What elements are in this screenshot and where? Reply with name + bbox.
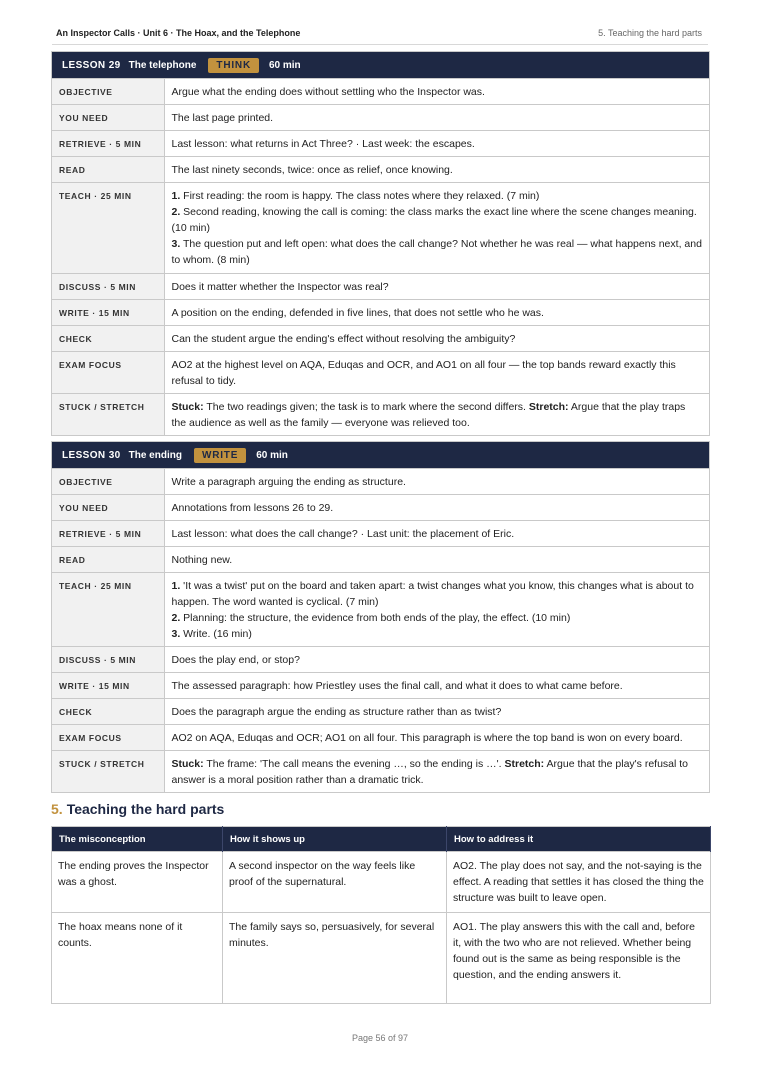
header-rule — [52, 44, 708, 45]
teach-step — [172, 188, 703, 204]
row-retrieve — [52, 521, 709, 547]
symptom-cell: A second inspector on the way feels like proof of the supernatural. — [223, 852, 447, 913]
row-write — [52, 673, 709, 699]
row-key: STUCK / STRETCH — [52, 751, 164, 793]
table-header-row — [52, 827, 711, 852]
step-text: Planning: the structure, the evidence from both ends of the play, the effect. (10 min) — [180, 612, 571, 624]
row-you-need — [52, 105, 709, 131]
row-key: TEACH · 25 MIN — [52, 573, 164, 647]
row-value: The assessed paragraph: how Priestley uses the final call, and what it does to what came before. — [164, 673, 709, 699]
running-header — [56, 28, 702, 42]
step-text: First reading: the room is happy. The class notes where they relaxed. (7 min) — [180, 190, 540, 202]
row-key: CHECK — [52, 699, 164, 725]
section-heading — [51, 801, 224, 817]
step-number: 2. — [171, 206, 181, 218]
row-value: A position on the ending, defended in five lines, that does not settle who he was. — [164, 300, 709, 326]
lesson-header-bar — [52, 442, 709, 468]
row-key: STUCK / STRETCH — [52, 394, 164, 436]
row-key: RETRIEVE · 5 MIN — [52, 521, 164, 547]
column-header: How it shows up — [223, 827, 447, 852]
step-text: The question put and left open: what does the call change? Not whether he was real — what happens next, and to whom. (8 min) — [171, 238, 702, 266]
lesson-header-bar — [52, 52, 709, 78]
teach-step — [172, 626, 703, 642]
misconception-cell: The hoax means none of it counts. — [52, 913, 223, 1004]
row-value: Does the paragraph argue the ending as structure rather than as twist? — [164, 699, 709, 725]
misconceptions-table — [51, 826, 711, 1004]
lesson-plan-table — [52, 78, 709, 435]
teach-step — [172, 578, 703, 610]
row-key: EXAM FOCUS — [52, 725, 164, 751]
document-title: An Inspector Calls · Unit 6 · The Hoax, and the Telephone — [56, 28, 301, 38]
row-key: READ — [52, 157, 164, 183]
row-value: The last ninety seconds, twice: once as relief, once knowing. — [164, 157, 709, 183]
step-number: 3. — [171, 628, 181, 640]
row-key: DISCUSS · 5 MIN — [52, 647, 164, 673]
row-objective — [52, 79, 709, 105]
row-key: OBJECTIVE — [52, 79, 164, 105]
section-title: Teaching the hard parts — [66, 801, 225, 817]
lesson-plan-table — [52, 468, 709, 792]
row-value: Can the student argue the ending's effect without resolving the ambiguity? — [164, 326, 709, 352]
teach-step — [172, 204, 703, 236]
stretch-label: Stretch: — [528, 401, 569, 413]
row-value: Nothing new. — [164, 547, 709, 573]
table-row — [52, 913, 711, 1004]
stretch-text: Argue that the play traps the audience as well as the family — everyone was relieved too. — [171, 401, 686, 429]
row-key: WRITE · 15 MIN — [52, 300, 164, 326]
row-key: WRITE · 15 MIN — [52, 673, 164, 699]
row-value: Write a paragraph arguing the ending as structure. — [164, 469, 709, 495]
symptom-cell: The family says so, persuasively, for several minutes. — [223, 913, 447, 1004]
step-text: Second reading, knowing the call is coming: the class marks the exact line where the scene changes meaning. (10 min) — [171, 206, 697, 234]
step-number: 1. — [171, 190, 181, 202]
step-number: 1. — [171, 580, 181, 592]
column-header: The misconception — [52, 827, 223, 852]
page-number: Page 56 of 97 — [351, 1033, 409, 1043]
row-value — [164, 394, 709, 436]
row-you-need — [52, 495, 709, 521]
row-key: CHECK — [52, 326, 164, 352]
section-reference: 5. Teaching the hard parts — [598, 28, 702, 38]
row-value: Annotations from lessons 26 to 29. — [164, 495, 709, 521]
row-check — [52, 326, 709, 352]
lesson-title: The ending — [128, 449, 182, 461]
step-number: 2. — [171, 612, 181, 624]
row-value — [164, 183, 709, 274]
row-key: DISCUSS · 5 MIN — [52, 274, 164, 300]
lesson-number: LESSON 29 — [62, 59, 121, 71]
row-objective — [52, 469, 709, 495]
lesson-type-badge: WRITE — [194, 448, 246, 463]
remedy-cell: AO1. The play answers this with the call and, before it, with the two who are not relieved. Whether being found out is the same as being responsible is the question, and the ending answers it. — [447, 913, 711, 1004]
teach-step — [172, 610, 703, 626]
remedy-cell: AO2. The play does not say, and the not-saying is the effect. A reading that settles it has closed the thing the structure was built to leave open. — [447, 852, 711, 913]
row-value: Does the play end, or stop? — [164, 647, 709, 673]
row-value: Argue what the ending does without settling who the Inspector was. — [164, 79, 709, 105]
misconception-cell: The ending proves the Inspector was a ghost. — [52, 852, 223, 913]
row-read — [52, 547, 709, 573]
step-number: 3. — [171, 238, 181, 250]
stuck-text: The frame: 'The call means the evening …, so the ending is …'. — [203, 758, 505, 770]
row-value: The last page printed. — [164, 105, 709, 131]
column-header: How to address it — [447, 827, 711, 852]
lesson-number: LESSON 30 — [62, 449, 121, 461]
row-read — [52, 157, 709, 183]
row-teach — [52, 183, 709, 274]
stretch-label: Stretch: — [504, 758, 545, 770]
row-exam-focus — [52, 352, 709, 394]
row-value: Does it matter whether the Inspector was real? — [164, 274, 709, 300]
row-value: Last lesson: what does the call change? · Last unit: the placement of Eric. — [164, 521, 709, 547]
step-text: Write. (16 min) — [180, 628, 252, 640]
stuck-label: Stuck: — [171, 758, 204, 770]
section-number: 5. — [51, 801, 63, 817]
row-value: Last lesson: what returns in Act Three? · Last week: the escapes. — [164, 131, 709, 157]
row-key: READ — [52, 547, 164, 573]
table-row — [52, 852, 711, 913]
row-value: AO2 at the highest level on AQA, Eduqas and OCR, and AO1 on all four — the top bands reward exactly this refusal to tidy. — [164, 352, 709, 394]
teach-step — [172, 236, 703, 268]
row-key: RETRIEVE · 5 MIN — [52, 131, 164, 157]
row-discuss — [52, 274, 709, 300]
row-teach — [52, 573, 709, 647]
row-key: EXAM FOCUS — [52, 352, 164, 394]
lesson-29-card — [51, 51, 710, 436]
lesson-type-badge: THINK — [208, 58, 259, 73]
row-stuck-stretch — [52, 751, 709, 793]
row-key: YOU NEED — [52, 105, 164, 131]
row-value: AO2 on AQA, Eduqas and OCR; AO1 on all four. This paragraph is where the top band is won on every board. — [164, 725, 709, 751]
row-key: OBJECTIVE — [52, 469, 164, 495]
row-key: YOU NEED — [52, 495, 164, 521]
stretch-text: Argue that the play's refusal to answer is a moral position rather than a dramatic trick. — [171, 758, 689, 786]
row-check — [52, 699, 709, 725]
lesson-30-card — [51, 441, 710, 793]
lesson-title: The telephone — [128, 59, 197, 71]
stuck-label: Stuck: — [171, 401, 204, 413]
lesson-duration: 60 min — [268, 59, 301, 71]
row-write — [52, 300, 709, 326]
stuck-text: The two readings given; the task is to mark where the second differs. — [203, 401, 529, 413]
lesson-duration: 60 min — [256, 449, 288, 461]
row-key: TEACH · 25 MIN — [52, 183, 164, 274]
row-exam-focus — [52, 725, 709, 751]
row-retrieve — [52, 131, 709, 157]
row-value — [164, 751, 709, 793]
step-text: 'It was a twist' put on the board and taken apart: a twist changes what you know, this changes what is about to happen. The word wanted is cyclical. (7 min) — [171, 580, 694, 608]
row-stuck-stretch — [52, 394, 709, 436]
row-value — [164, 573, 709, 647]
row-discuss — [52, 647, 709, 673]
